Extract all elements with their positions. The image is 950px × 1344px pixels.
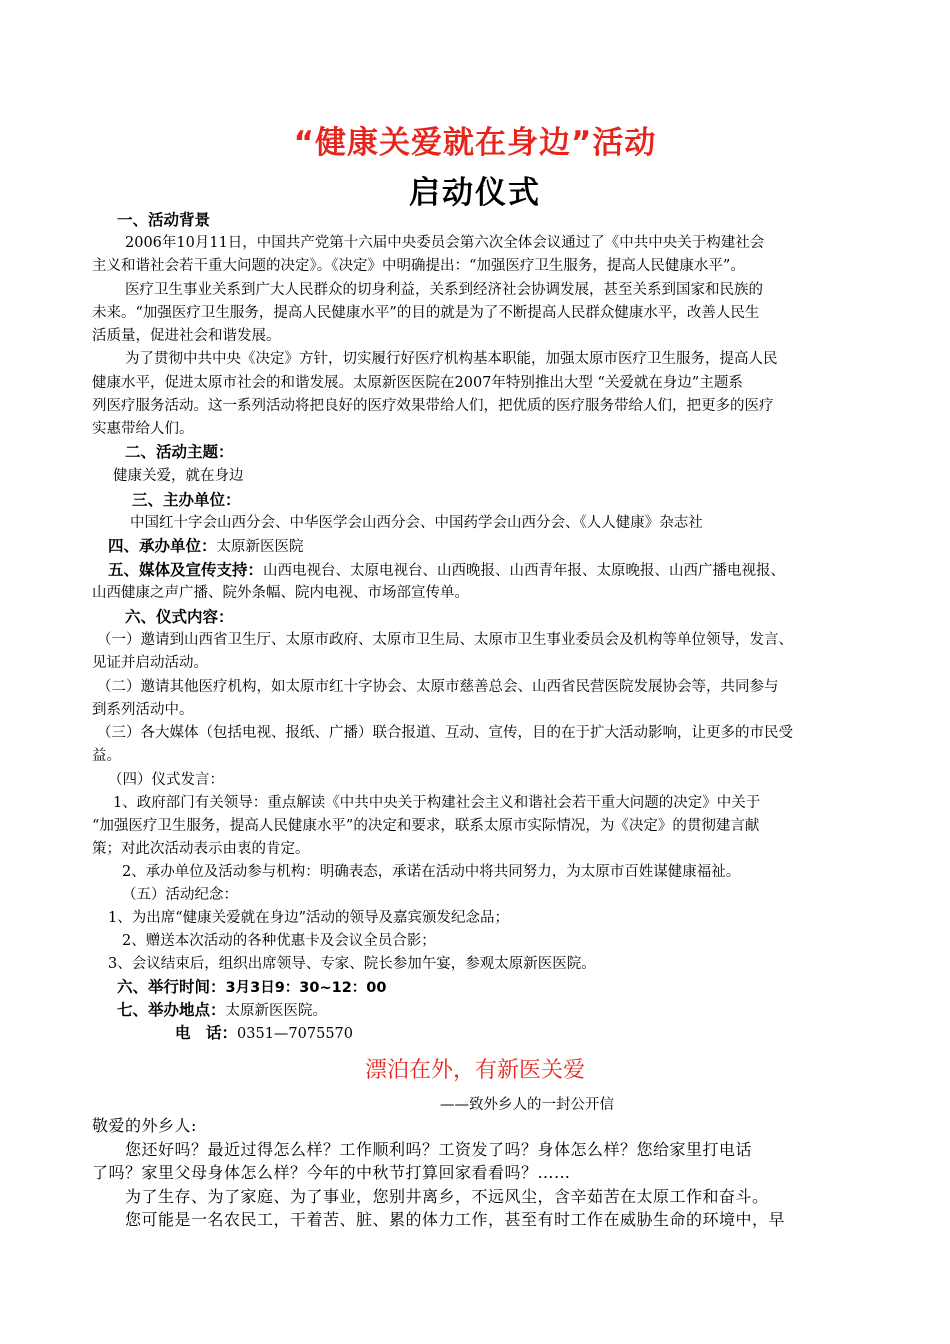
ceremony-subheading: （五）活动纪念： (122, 887, 238, 903)
section-sponsor-heading: 三、主办单位： (132, 491, 241, 509)
ceremony-item-cont: 到系列活动中。 (92, 702, 194, 718)
speech-item: 2、承办单位及活动参与机构：明确表态，承诺在活动中将共同努力，为太原市百姓谋健康福祉。 (122, 864, 741, 880)
paragraph-line: 列医疗服务活动。这一系列活动将把良好的医疗效果带给人们，把优质的医疗服务带给人们，把更多的医疗 (92, 398, 774, 414)
ceremony-item-cont: 见证并启动活动。 (92, 655, 208, 671)
letter-line: 您还好吗？最近过得怎么样？工作顺利吗？工资发了吗？身体怎么样？您给家里打电话 (125, 1140, 753, 1159)
memorial-item: 1、为出席“健康关爱就在身边”活动的领导及嘉宾颁发纪念品； (108, 910, 510, 926)
organizer-row (108, 536, 304, 557)
organizer-text: 太原新医医院 (216, 539, 304, 555)
speech-item: 1、政府部门有关领导：重点解读《中共中央关于构建社会主义和谐社会若干重大问题的决定》中关于 (113, 795, 761, 811)
section-ceremony-heading: 六、仪式内容： (125, 608, 234, 626)
media-text: 山西电视台、太原电视台、山西晚报、山西青年报、太原晚报、山西广播电视报、 (263, 563, 786, 579)
paragraph-line: 主义和谐社会若干重大问题的决定》。《决定》中明确提出：“加强医疗卫生服务，提高人民健康水平”。 (92, 258, 745, 274)
memorial-item: 3、会议结束后，组织出席领导、专家、院长参加午宴，参观太原新医医院。 (108, 956, 596, 972)
letter-line: 为了生存、为了家庭、为了事业，您别井离乡，不远风尘，含辛茹苦在太原工作和奋斗。 (125, 1187, 769, 1206)
section-venue-heading: 七、举办地点： (117, 1001, 226, 1019)
phone-number: 0351—7075570 (237, 1026, 353, 1042)
phone-label: 电 话： (175, 1024, 238, 1042)
section-media-heading: 五、媒体及宣传支持： (108, 561, 264, 579)
section-theme-heading: 二、活动主题： (125, 443, 234, 461)
ceremony-item-cont: 益。 (92, 748, 121, 764)
section-time-heading: 六、举行时间： (117, 978, 226, 996)
media-row (108, 560, 785, 581)
paragraph-line: 医疗卫生事业关系到广大人民群众的切身利益，关系到经济社会协调发展，甚至关系到国家和民族的 (125, 282, 763, 298)
paragraph-line: 实惠带给人们。 (92, 421, 194, 437)
theme-text: 健康关爱，就在身边 (113, 468, 244, 484)
paragraph-line: 未来。“加强医疗卫生服务，提高人民健康水平”的目的就是为了不断提高人民群众健康水平，改善人民生 (92, 305, 760, 321)
media-text-cont: 山西健康之声广播、院外条幅、院内电视、市场部宣传单。 (92, 585, 469, 601)
speech-item-cont: “加强医疗卫生服务，提高人民健康水平”的决定和要求，联系太原市实际情况，为《决定》的贯彻建言献 (92, 818, 760, 834)
main-subtitle: 启动仪式 (409, 175, 541, 211)
time-text: 3月3日9：30~12：00 (225, 980, 387, 996)
paragraph-line: 为了贯彻中共中央《决定》方针，切实履行好医疗机构基本职能，加强太原市医疗卫生服务，提高人民 (125, 351, 778, 367)
memorial-item: 2、赠送本次活动的各种优惠卡及会议全员合影； (122, 933, 436, 949)
venue-text: 太原新医医院。 (225, 1003, 328, 1019)
venue-row (117, 1000, 327, 1021)
ceremony-item: （三）各大媒体（包括电视、报纸、广播）联合报道、互动、宣传，目的在于扩大活动影响，让更多的市民受 (97, 725, 793, 741)
main-title: “健康关爱就在身边”活动 (293, 125, 657, 161)
time-row (117, 977, 386, 998)
letter-greeting: 敬爱的外乡人: (92, 1116, 197, 1135)
phone-row (175, 1023, 353, 1044)
ceremony-subheading: （四）仪式发言： (108, 772, 224, 788)
speech-item-cont: 策；对此次活动表示由衷的肯定。 (92, 841, 310, 857)
section-organizer-heading: 四、承办单位： (108, 537, 217, 555)
section-background-heading: 一、活动背景 (117, 211, 211, 229)
ceremony-item: （二）邀请其他医疗机构，如太原市红十字协会、太原市慈善总会、山西省民营医院发展协会等，共同参与 (97, 679, 779, 695)
letter-title: 漂泊在外，有新医关爱 (364, 1058, 585, 1083)
paragraph-line: 活质量，促进社会和谐发展。 (92, 328, 281, 344)
letter-subtitle: ——致外乡人的一封公开信 (440, 1097, 614, 1113)
paragraph-line: 健康水平，促进太原市社会的和谐发展。太原新医医院在2007年特别推出大型 “关爱就在身边”主题系 (92, 375, 743, 391)
letter-line: 了吗？家里父母身体怎么样？今年的中秋节打算回家看看吗？…… (92, 1163, 571, 1182)
ceremony-item: （一）邀请到山西省卫生厅、太原市政府、太原市卫生局、太原市卫生事业委员会及机构等单位领导，发言、 (97, 632, 793, 648)
paragraph-line: 2006年10月11日，中国共产党第十六届中央委员会第六次全体会议通过了《中共中央关于构建社会 (125, 235, 765, 251)
sponsor-text: 中国红十字会山西分会、中华医学会山西分会、中国药学会山西分会、《人人健康》杂志社 (130, 515, 703, 531)
letter-line: 您可能是一名农民工，干着苦、脏、累的体力工作，甚至有时工作在威胁生命的环境中，早 (125, 1210, 786, 1229)
